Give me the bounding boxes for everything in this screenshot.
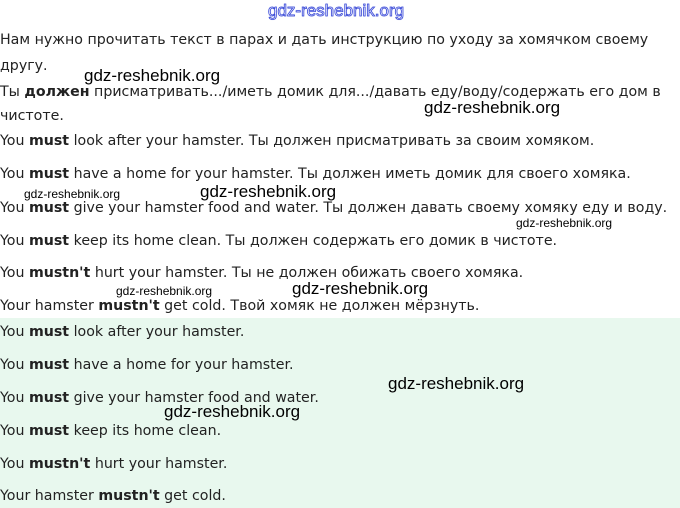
translation-line: You must look after your hamster. Ты должен присматривать за своим хомяком. <box>0 133 595 149</box>
intro-bold: должен <box>24 84 90 100</box>
translation-line: You must have a home for your hamster. Ты должен иметь домик для своего хомяка. <box>0 166 631 182</box>
intro-line-4: чистоте. <box>0 108 64 124</box>
intro-line-2: другу. <box>0 58 48 74</box>
translation-line: You must give your hamster food and water. Ты должен давать своему хомяку еду и воду. <box>0 200 668 216</box>
watermark: gdz-reshebnik.org <box>292 279 429 298</box>
answer-line: You must have a home for your hamster. <box>0 357 294 373</box>
watermark: gdz-reshebnik.org <box>116 284 213 298</box>
intro-line-1: Нам нужно прочитать текст в парах и дать инструкцию по уходу за хомячком своему <box>0 32 649 48</box>
answer-line: You must give your hamster food and water. <box>0 390 319 406</box>
watermark: gdz-reshebnik.org <box>516 216 613 230</box>
watermark: gdz-reshebnik.org <box>164 402 301 421</box>
watermark: gdz-reshebnik.org <box>388 374 525 393</box>
translation-line: Your hamster mustn't get cold. Твой хомяк не должен мёрзнуть. <box>0 298 480 314</box>
intro-text: Ты <box>0 84 25 100</box>
watermark: gdz-reshebnik.org <box>424 98 561 117</box>
intro-text: присматривать.../иметь домик для.../давать еду/воду/содержать его дом в <box>89 84 661 100</box>
translation-line: You must keep its home clean. Ты должен содержать его домик в чистоте. <box>0 233 558 249</box>
watermark: gdz-reshebnik.org <box>24 187 121 201</box>
watermark: gdz-reshebnik.org <box>200 182 337 201</box>
answer-line: Your hamster mustn't get cold. <box>0 488 226 504</box>
answer-line: You mustn't hurt your hamster. <box>0 456 228 472</box>
watermark-top: gdz-reshebnik.org <box>268 1 405 20</box>
answer-line: You must look after your hamster. <box>0 324 245 340</box>
answer-block <box>0 318 680 508</box>
answer-line: You must keep its home clean. <box>0 423 222 439</box>
translation-line: You mustn't hurt your hamster. Ты не должен обижать своего хомяка. <box>0 265 524 281</box>
watermark: gdz-reshebnik.org <box>84 66 221 85</box>
